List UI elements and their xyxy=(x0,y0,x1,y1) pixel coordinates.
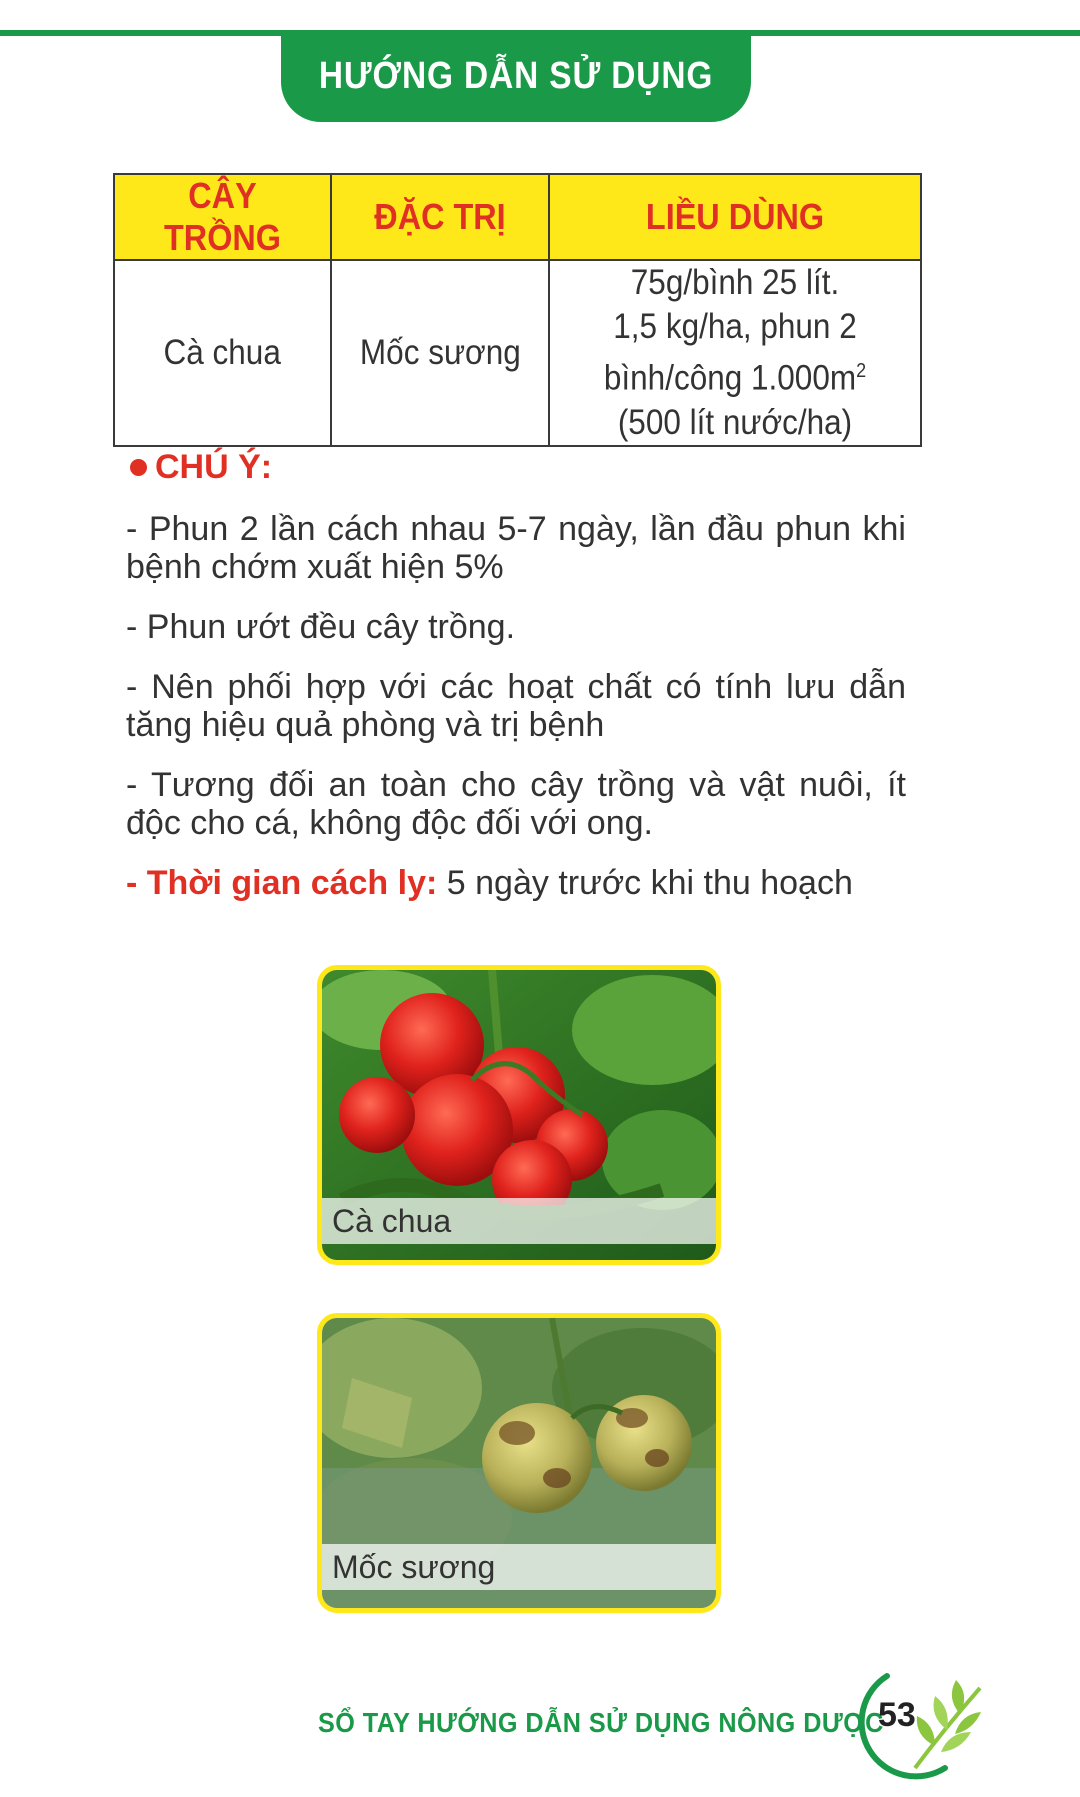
note-item: - Phun 2 lần cách nhau 5-7 ngày, lần đầu phun khi bệnh chớm xuất hiện 5% xyxy=(126,510,906,586)
section-title: HƯỚNG DẪN SỬ DỤNG xyxy=(318,54,714,97)
header-dose: LIỀU DÙNG xyxy=(549,174,921,260)
isolation-label: - Thời gian cách ly: xyxy=(126,864,438,902)
usage-table xyxy=(113,173,922,447)
bullet-dot-icon xyxy=(130,459,147,476)
table-row xyxy=(114,260,921,446)
notes-heading: CHÚ Ý: xyxy=(130,448,272,487)
page-number: 53 xyxy=(878,1696,916,1734)
notes-list xyxy=(126,510,906,924)
isolation-value: 5 ngày trước khi thu hoạch xyxy=(437,864,853,902)
cell-crop: Cà chua xyxy=(114,260,331,446)
cell-disease: Mốc sương xyxy=(331,260,549,446)
header-disease: ĐẶC TRỊ xyxy=(331,174,549,260)
section-header xyxy=(281,30,751,122)
footer-title: SỔ TAY HƯỚNG DẪN SỬ DỤNG NÔNG DƯỢC xyxy=(318,1707,884,1738)
table-header-row xyxy=(114,174,921,260)
photo-caption: Mốc sương xyxy=(322,1544,716,1590)
photo-caption: Cà chua xyxy=(322,1198,716,1244)
isolation-note xyxy=(126,864,906,902)
cell-dose: 75g/bình 25 lít. 1,5 kg/ha, phun 2 bình/công $1.000m^2$ (500 lít nước/ha) xyxy=(549,260,921,446)
note-item: - Tương đối an toàn cho cây trồng và vật nuôi, ít độc cho cá, không độc đối với ong. xyxy=(126,766,906,842)
tomato-photo xyxy=(317,965,721,1265)
header-crop: CÂY TRỒNG xyxy=(114,174,331,260)
note-item: - Nên phối hợp với các hoạt chất có tính lưu dẫn tăng hiệu quả phòng và trị bệnh xyxy=(126,668,906,744)
disease-photo xyxy=(317,1313,721,1613)
note-item: - Phun ướt đều cây trồng. xyxy=(126,608,516,646)
